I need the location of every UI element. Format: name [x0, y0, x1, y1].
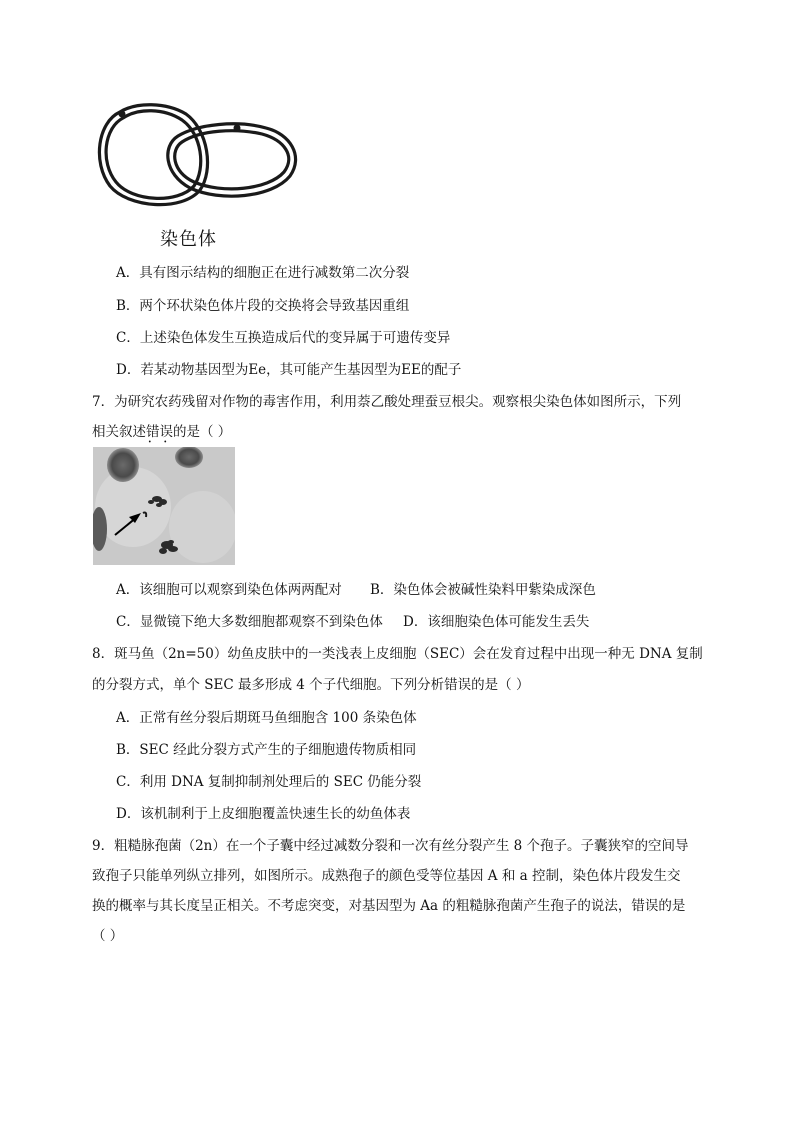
- q7-option-b: B．染色体会被碱性染料甲紫染成深色: [370, 582, 596, 598]
- q8-stem-line1: 8．斑马鱼（2n=50）幼鱼皮肤中的一类浅表上皮细胞（SEC）会在发育过程中出现一种无 DNA 复制: [92, 646, 703, 662]
- q7-stem-line1: 7．为研究农药残留对作物的毒害作用，利用萘乙酸处理蚕豆根尖。观察根尖染色体如图所示，下列: [92, 394, 682, 410]
- q7-stem-pre: 相关叙述: [92, 424, 146, 440]
- q7-stem-post: 的是（ ）: [173, 424, 232, 440]
- q8-stem-line2: 的分裂方式，单个 SEC 最多形成 4 个子代细胞。下列分析错误的是（ ）: [92, 677, 530, 693]
- q9-stem-line1: 9．粗糙脉孢菌（2n）在一个子囊中经过减数分裂和一次有丝分裂产生 8 个孢子。子囊狭窄的空间导: [92, 838, 689, 854]
- q6-option-b: B．两个环状染色体片段的交换将会导致基因重组: [116, 298, 410, 314]
- figure1-caption: 染色体: [160, 229, 217, 250]
- q6-option-a: A．具有图示结构的细胞正在进行减数第二次分裂: [116, 265, 410, 281]
- q8-option-a: A．正常有丝分裂后期斑马鱼细胞含 100 条染色体: [116, 710, 417, 726]
- q7-option-c: C．显微镜下绝大多数细胞都观察不到染色体: [116, 614, 383, 630]
- q9-stem-line3: 换的概率与其长度呈正相关。不考虑突变，对基因型为 Aa 的粗糙脉孢菌产生孢子的说法，错误的是: [92, 898, 686, 914]
- ring-chromosome-figure: [90, 100, 305, 220]
- q9-stem-line4: （ ）: [92, 928, 124, 944]
- root-tip-micrograph: [93, 447, 235, 565]
- q7-option-d: D．该细胞染色体可能发生丢失: [403, 614, 590, 630]
- q8-option-d: D．该机制利于上皮细胞覆盖快速生长的幼鱼体表: [116, 806, 411, 822]
- q9-stem-line2: 致孢子只能单列纵立排列，如图所示。成熟孢子的颜色受等位基因 A 和 a 控制，染色体片段发生交: [92, 868, 681, 884]
- q7-option-a: A．该细胞可以观察到染色体两两配对: [116, 582, 342, 598]
- q7-stem-line2: [92, 420, 231, 440]
- q7-stem-emphasis: 错误 • •: [146, 424, 173, 440]
- q8-option-c: C．利用 DNA 复制抑制剂处理后的 SEC 仍能分裂: [116, 774, 422, 790]
- q6-option-d: D．若某动物基因型为Ee，其可能产生基因型为EE的配子: [116, 362, 462, 378]
- q8-option-b: B．SEC 经此分裂方式产生的子细胞遗传物质相同: [116, 742, 417, 758]
- q6-option-c: C．上述染色体发生互换造成后代的变异属于可遗传变异: [116, 330, 451, 346]
